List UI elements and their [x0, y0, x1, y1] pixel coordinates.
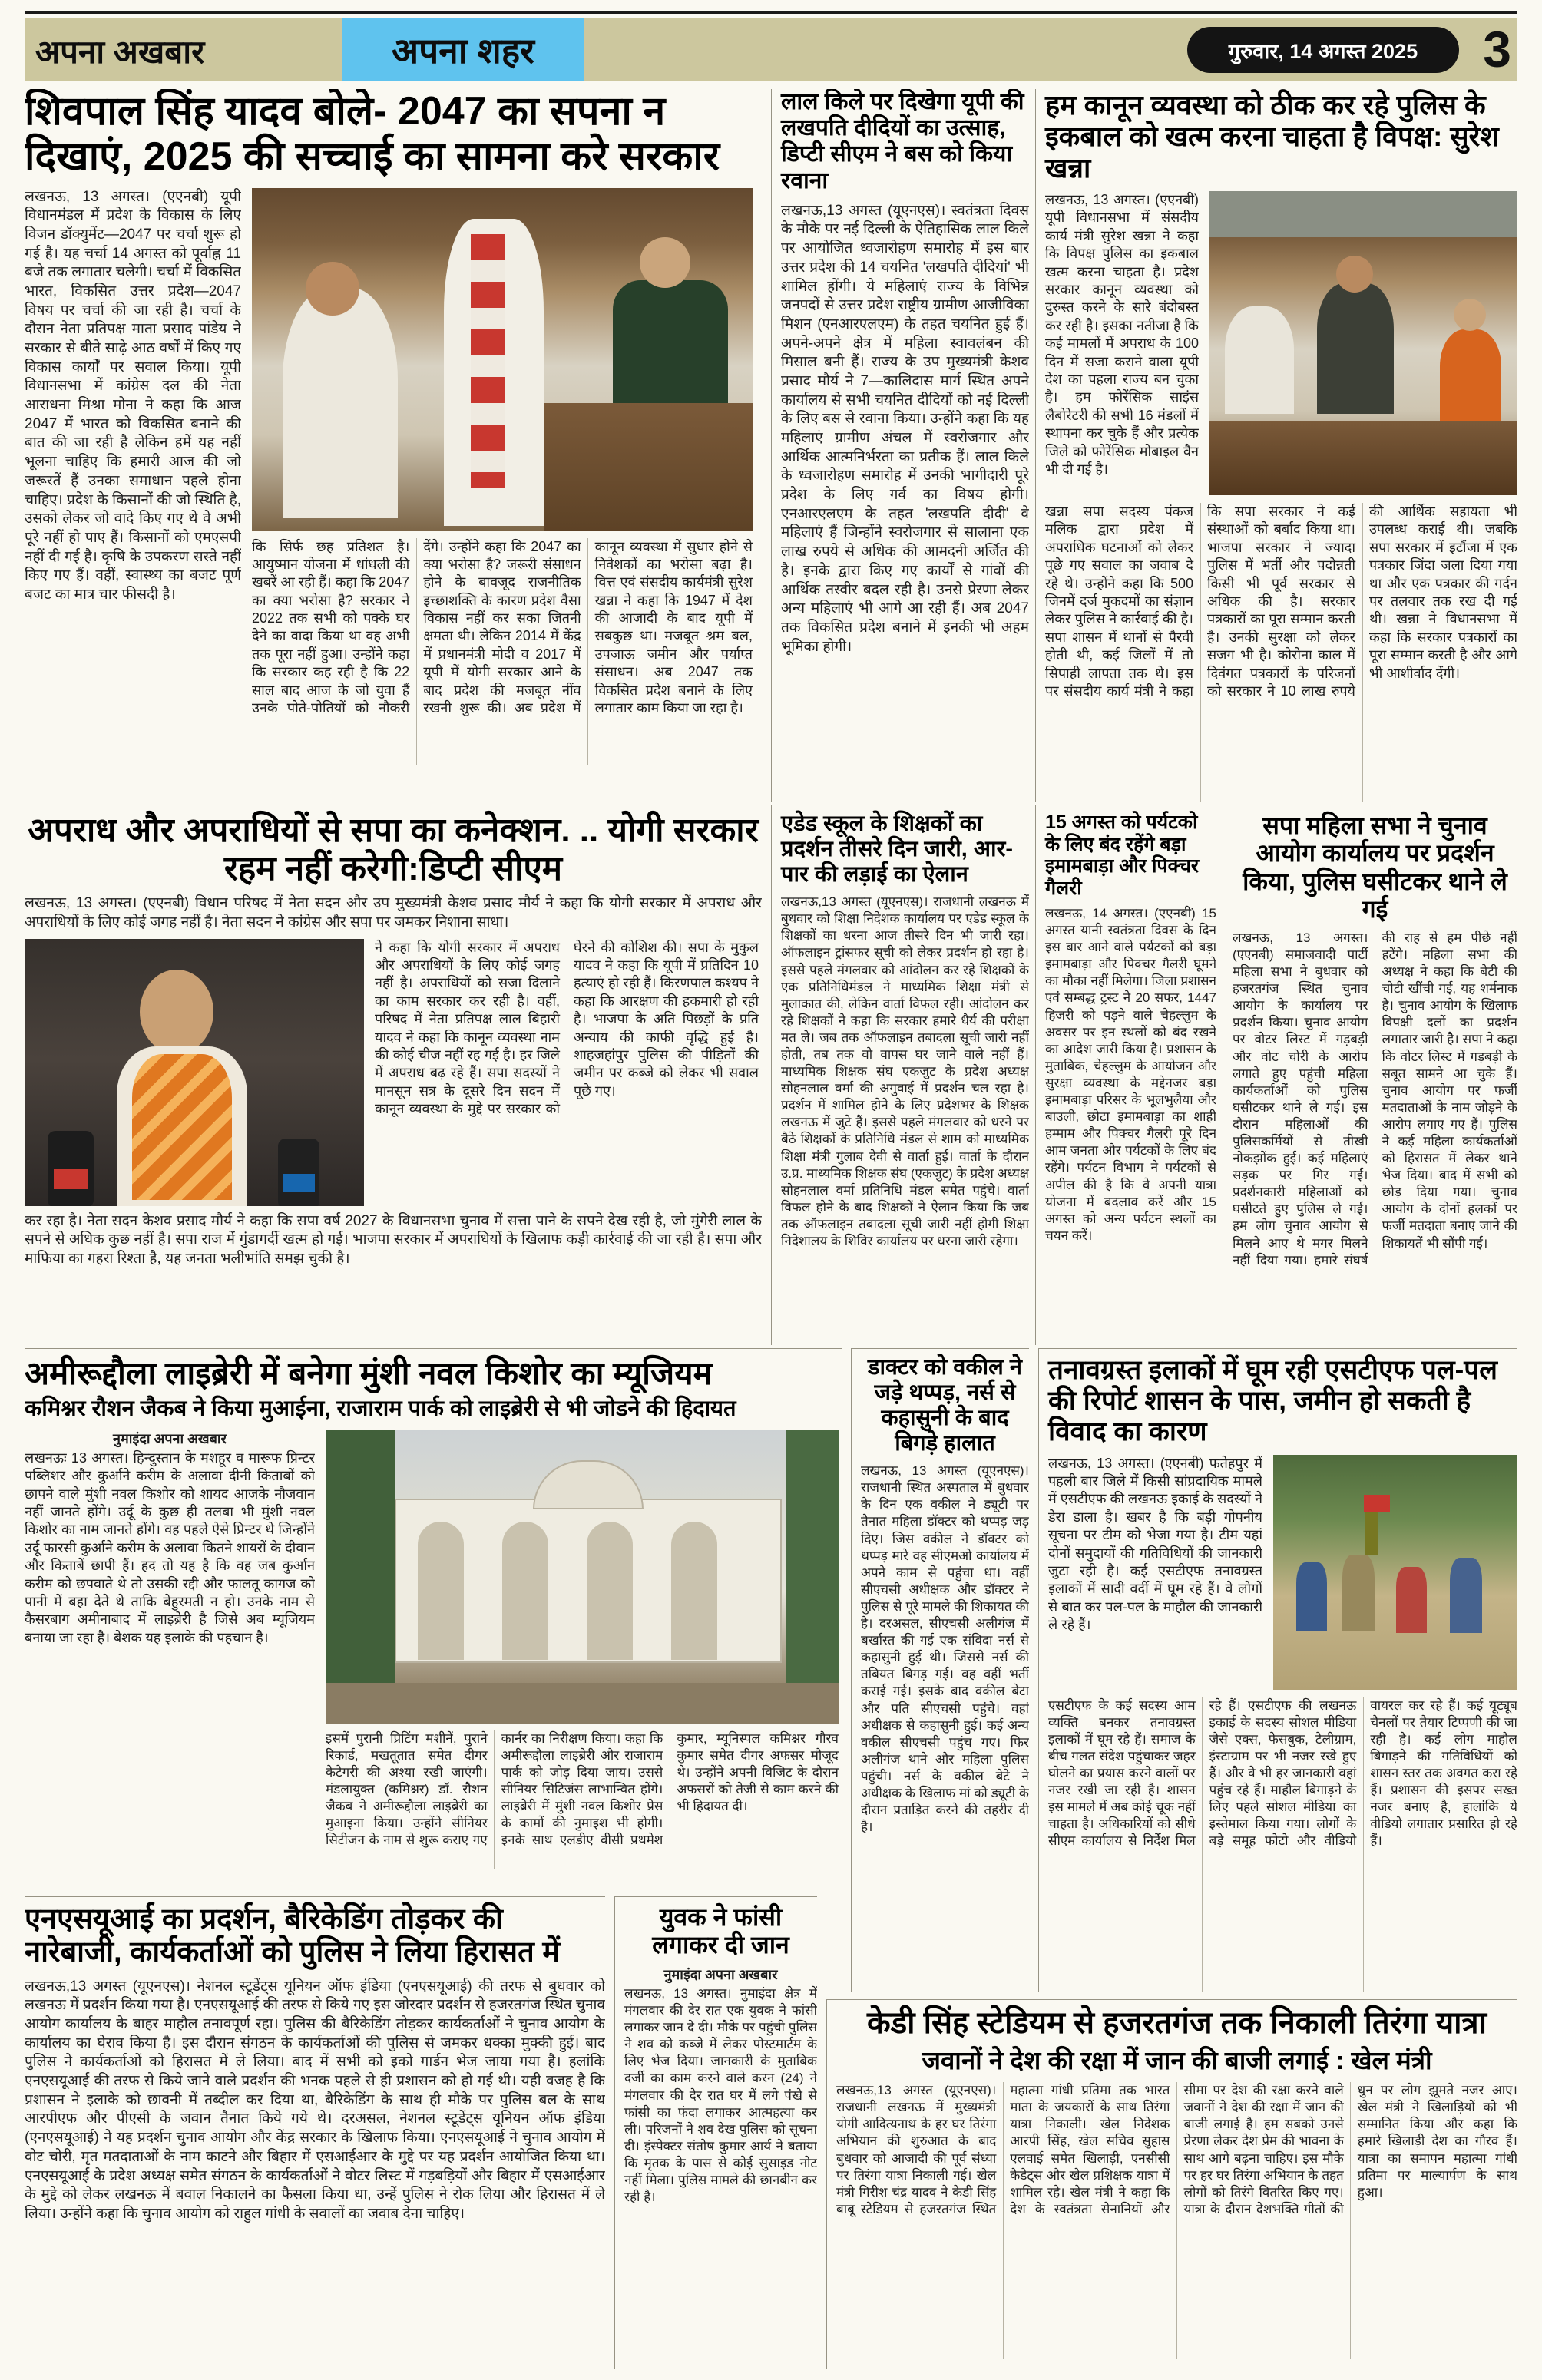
article-imambara	[1035, 805, 1216, 1345]
article-doctor-headline: डाक्टर को वकील ने जड़े थप्पड़, नर्स से कहासुनी के बाद बिगड़े हालात	[868, 1355, 1022, 1456]
article-stf-body-col1: लखनऊ, 13 अगस्त। (एएनबी) फतेहपुर में पहली बार जिले में किसी सांप्रदायिक मामले में एसटीएफ की लखनऊ इकाई के सदस्यों ने डेरा डाला है। खबर है कि बड़ी गोपनीय सूचना पर टीम को भेजा गया है। टीम यहां दोनों समुदायों की गतिविधियों की जानकारी जुटा रही है। कई एसटीएफ तनावग्रस्त इलाकों में सादी वर्दी में घूम रहे हैं। वे लोगों से बात कर पल-पल के माहौल की जानकारी ले रहे हैं।	[1048, 1455, 1262, 1633]
article-library-subhead: कमिश्नर रौशन जैकब ने किया मुआईना, राजाराम पार्क को लाइब्रेरी से भी जोडने की हिदायत	[25, 1396, 736, 1421]
assembly-shivpal-photo	[252, 188, 753, 531]
article-lakhpati-body: लखनऊ,13 अगस्त (यूएनएस)। स्वतंत्रता दिवस के मौके पर नई दिल्ली के ऐतिहासिक लाल किले पर आयोजित ध्वजारोहण समारोह में इस बार उत्तर प्रदेश की 14 चयनित 'लखपति दीदियां' भी शामिल होंगी। ये महिलाएं राज्य के विभिन्न जनपदों से उत्तर प्रदेश राष्ट्रीय ग्रामीण आजीविका मिशन (एनआरएलएम) के तहत चयनित हुई हैं। अपने-अपने क्षेत्र में महिला स्वावलंबन की मिसाल बनी हैं। राज्य के उप मुख्यमंत्री केशव प्रसाद मौर्य ने 7—कालिदास मार्ग स्थित अपने कार्यालय से सभी चयनित दीदियों को नई दिल्ली के लिए बस से रवाना किया। उन्होंने कहा कि यह महिलाएं ग्रामीण अंचल में स्वरोजगार और आर्थिक आत्मनिर्भरता का प्रतीक हैं। लाल किले के ध्वजारोहण समारोह में उनकी भागीदारी पूरे प्रदेश के लिए गर्व का विषय होगी। एनआरएलएम के तहत 'लखपति दीदी' वे महिलाएं हैं जिन्होंने स्वरोजगार से सालाना एक लाख रुपये से अधिक की आमदनी अर्जित की है। इनके द्वारा किए गए कार्यों से गांवों की आर्थिक तस्वीर बदल रही है। उनसे प्रेरणा लेकर अन्य महिलाएं भी आगे आ रही हैं। अब 2047 तक विकसित प्रदेश बनाने में इनकी भी अहम भूमिका होगी।	[781, 202, 1029, 655]
article-tiranga-headline2: जवानों ने देश की रक्षा में जान की बाजी लगाई : खेल मंत्री	[922, 2045, 1432, 2074]
article-mahila	[1223, 805, 1517, 1345]
article-doctor	[851, 1348, 1029, 1992]
article-shivpal-headline: शिवपाल सिंह यादव बोले- 2047 का सपना न दिखाएं, 2025 की सच्चाई का सामना करे सरकार	[25, 89, 720, 180]
article-stf-body-cols: एसटीएफ के कई सदस्य आम व्यक्ति बनकर तनावग्रस्त इलाकों में घूम रहे हैं। समाज के बीच गलत संदेश पहुंचाकर जहर घोलने का प्रयास करने वालों पर नजर रखी जा रही है। शासन इस मामले में अब कोई चूक नहीं चाहता है। अधिकारियों को सीधे सीएम कार्यालय से निर्देश मिल रहे हैं। एसटीएफ की लखनऊ इकाई के सदस्य सोशल मीडिया जैसे एक्स, फेसबुक, टेलीग्राम, इंस्टाग्राम पर भी नजर रखे हुए हैं। और वे भी हर जानकारी वहां पहुंच रहे हैं। माहौल बिगाड़ने के लिए पहले सोशल मीडिया का इस्तेमाल किया गया। लोगों के बड़े समूह फोटो और वीडियो वायरल कर रहे हैं। कई यूट्यूब चैनलों पर तैयार टिप्पणी की जा रही है। कई लोग माहौल बिगाड़ने की गतिविधियों को शासन स्तर तक अवगत करा रहे हैं। प्रशासन की इसपर सख्त नजर बनाए है, हालांकि ये वीडियो लगातार प्रसारित हो रहे हैं।	[1048, 1697, 1517, 1849]
library-building-photo	[326, 1430, 839, 1724]
article-lakhpati-headline: लाल किले पर दिखेगा यूपी की लखपति दीदियों का उत्साह, डिप्टी सीएम ने बस को किया रवाना	[781, 89, 1024, 193]
date-badge: गुरुवार, 14 अगस्त 2025	[1187, 27, 1459, 73]
article-imambara-headline: 15 अगस्त को पर्यटको के लिए बंद रहेंगे बड़ा इमामबाड़ा और पिक्चर गैलरी	[1045, 812, 1200, 899]
article-khanna-body-cols: खन्ना सपा सदस्य पंकज मलिक द्वारा प्रदेश में अपराधिक घटनाओं को लेकर पूछे गए सवाल का जवाब दे रहे थे। उन्होंने कहा कि 500 जिनमें दर्ज मुकदमों का संज्ञान लेकर पुलिस ने कार्रवाई की है। सपा शासन में थानों से पैरवी होती थी, कई जिलों में तो सिपाही लापता तक थे। इस पर संसदीय कार्य मंत्री ने कहा कि सपा सरकार ने कई संस्थाओं को बर्बाद किया था। भाजपा सरकार ने ज्यादा पुलिस में भर्ती और पदोन्नती किसी भी पूर्व सरकार से अधिक की है। सरकार पत्रकारों का पूरा सम्मान करती है। उनकी सुरक्षा को लेकर सजग भी है। कोरोना काल में दिवंगत पत्रकारों के परिजनों को सरकार ने 10 लाख रुपये की आर्थिक सहायता भी उपलब्ध कराई थी। जबकि सपा सरकार में इटौंजा में एक पत्रकार जिंदा जला दिया गया था और एक पत्रकार की गर्दन पर तलवार तक रख दी गई थी। खन्ना ने विधानसभा में कहा कि सरकार पत्रकारों का पूरा सम्मान करती है और आगे भी आशीर्वाद देंगी।	[1045, 504, 1517, 699]
section-name-badge: अपना शहर	[342, 18, 584, 81]
article-library-body-cols: इसमें पुरानी प्रिटिंग मशीनें, पुराने रिकार्ड, मखतूतात समेत दीगर केटेगरी की अश्या रखी जाएंगी। मंडलायुक्त (कमिश्नर) डॉ. रौशन जैकब ने अमीरूद्दौला लाइब्रेरी का मुआइना किया। उन्होंने सीनियर सिटीजन के नाम से शुरू कराए गए कार्नर का निरीक्षण किया। कहा कि अमीरूद्दौला लाइब्रेरी और राजाराम पार्क को जोड़ दिया जाय। उससे सीनियर सिटिजंस लाभान्वित होंगे। लाइब्रेरी में मुंशी नवल किशोर प्रेस के कामों की नुमाइश भी होगी। इनके साथ एलडीए वीसी प्रथमेश कुमार, म्यूनिस्पल कमिश्नर गौरव कुमार समेत दीगर अफसर मौजूद थे। उन्होंने अपनी विजिट के दौरान अफसरों को तेजी से काम करने की भी हिदायत दी।	[326, 1730, 839, 1848]
article-khanna	[1035, 89, 1517, 802]
article-stf	[1038, 1348, 1517, 1992]
article-aided-body: लखनऊ,13 अगस्त (यूएनएस)। राजधानी लखनऊ में बुधवार को शिक्षा निदेशक कार्यालय पर एडेड स्कूल के शिक्षकों का धरना आज तीसरे दिन भी जारी रहा। ऑफलाइन ट्रांसफर सूची को लेकर प्रदर्शन हो रहा है। इससे पहले मंगलवार को आंदोलन कर रहे शिक्षकों के एक प्रतिनिधिमंडल ने माध्यमिक शिक्षा मंत्री से मुलाकात की, लेकिन वार्ता विफल रही। आंदोलन कर रहे शिक्षकों ने कहा कि सरकार हमारे धैर्य की परीक्षा मत ले। जब तक ऑफलाइन तबादला सूची जारी नहीं होती, तब तक वो वापस घर जाने वाले नहीं हैं। माध्यमिक शिक्षक संघ एकजुट के प्रदेश अध्यक्ष सोहनलाल वर्मा की अगुवाई में प्रदर्शन चल रहा है। प्रदर्शन में शामिल होने के लिए प्रदेशभर के शिक्षक लखनऊ में जुटे हैं। इससे पहले मंगलवार को धरने पर बैठे शिक्षकों के प्रतिनिधि मंडल से शाम को माध्यमिक शिक्षा मंत्री गुलाब देवी से वार्ता हुई। वार्ता के दौरान उ.प्र. माध्यमिक शिक्षक संघ (एकजुट) के प्रदेश अध्यक्ष सोहनलाल वर्मा प्रतिनिधि मंडल समेत पहुंचे। वार्ता विफल होने के बाद शिक्षकों ने ऐलान किया कि जब तक ऑफलाइन तबादला सूची जारी नहीं होगी शिक्षा निदेशालय के शिविर कार्यालय पर धरना जारी रहेगा।	[781, 894, 1029, 1249]
article-tiranga-headline1: केडी सिंह स्टेडियम से हजरतगंज तक निकाली तिरंगा यात्रा	[867, 2006, 1487, 2040]
article-stf-headline: तनावग्रस्त इलाकों में घूम रही एसटीएफ पल-पल की रिपोर्ट शासन के पास, जमीन हो सकती है विवाद का कारण	[1048, 1355, 1497, 1446]
article-library-headline: अमीरूद्दौला लाइब्रेरी में बनेगा मुंशी नवल किशोर का म्यूजियम	[25, 1355, 713, 1391]
masthead	[25, 18, 1517, 81]
article-khanna-body-col1: लखनऊ, 13 अगस्त। (एएनबी) यूपी विधानसभा में संसदीय कार्य मंत्री सुरेश खन्ना ने कहा कि विपक्ष पुलिस का इकबाल खत्म करना चाहता है। प्रदेश सरकार कानून व्यवस्था को दुरुस्त करने के सारे बंदोबस्त कर रही है। इसका नतीजा है कि कई मामलों में अपराध के 100 दिन में सजा कराने वाला यूपी देश का पहला राज्य बन चुका है। हम फोरेंसिक साइंस लैबोरेटरी की सभी 16 मंडलों में स्थापना कर चुके हैं और प्रत्येक जिले को फोरेंसिक मोबाइल वैन भी दी गई है।	[1045, 192, 1199, 477]
article-lakhpati	[771, 89, 1029, 802]
article-nsui-headline: एनएसयूआई का प्रदर्शन, बैरिकेडिंग तोड़कर की नारेबाजी, कार्यकर्ताओं को पुलिस ने लिया हिरासत में	[25, 1903, 561, 1969]
article-apradh-headline: अपराध और अपराधियों से सपा का कनेक्शन. .. योगी सरकार रहम नहीं करेगी:डिप्टी सीएम	[28, 812, 759, 888]
assembly-khanna-photo	[1209, 191, 1517, 495]
article-tiranga-body: लखनऊ,13 अगस्त (यूएनएस)। राजधानी लखनऊ में मुख्यमंत्री योगी आदित्यनाथ के हर घर तिरंगा अभियान की शुरुआत के बाद बुधवार को आजादी की पूर्व संध्या पर तिरंगा यात्रा निकाली गई। खेल मंत्री गिरीश चंद्र यादव ने केडी सिंह बाबू स्टेडियम से हजरतगंज स्थित महात्मा गांधी प्रतिमा तक भारत माता के जयकारों के साथ तिरंगा यात्रा निकाली। खेल निदेशक आरपी सिंह, खेल सचिव सुहास एलवाई समेत खिलाड़ी, एनसीसी कैडेट्स और खेल प्रशिक्षक यात्रा में शामिल रहे। खेल मंत्री ने कहा कि देश के स्वतंत्रता सेनानियों और सीमा पर देश की रक्षा करने वाले जवानों ने देश की रक्षा में जान की बाजी लगाई है। हम सबको उनसे प्रेरणा लेकर देश प्रेम की भावना के साथ आगे बढ़ना चाहिए। इस मौके पर हर घर तिरंगा अभियान के तहत लोगों को तिरंगे वितरित किए गए। यात्रा के दौरान देशभक्ति गीतों की धुन पर लोग झूमते नजर आए। खेल मंत्री ने खिलाड़ियों को भी सम्मानित किया और कहा कि हमारे खिलाड़ी देश का गौरव हैं। यात्रा का समापन महात्मा गांधी प्रतिमा पर माल्यार्पण के साथ हुआ।	[836, 2083, 1517, 2216]
article-library	[25, 1348, 842, 1890]
article-mahila-headline: सपा महिला सभा ने चुनाव आयोग कार्यालय पर प्रदर्शन किया, पुलिस घसीटकर थाने ले गई	[1243, 812, 1507, 924]
article-fansi-headline: युवक ने फांसी लगाकर दी जान	[652, 1903, 789, 1959]
page-number: 3	[1483, 21, 1511, 78]
maurya-press-photo	[25, 939, 364, 1206]
article-imambara-body: लखनऊ, 14 अगस्त। (एएनबी) 15 अगस्त यानी स्वतंत्रता दिवस के दिन इस बार आने वाले पर्यटकों को बड़ा इमामबाड़ा और पिक्चर गैलरी घूमने का मौका नहीं मिलेगा। जिला प्रशासन एवं सम्बद्ध ट्रस्ट ने 20 सफर, 1447 हिजरी को पड़ने वाले चेहल्लुम के अवसर पर इन स्थलों को बंद रखने का आदेश जारी किया है। प्रशासन के मुताबिक, चेहल्लुम के आयोजन और सुरक्षा व्यवस्था के मद्देनजर बड़ा इमामबाड़ा परिसर के भूलभुलैया और बाउली, छोटा इमामबाड़ा का शाही हम्माम और पिक्चर गैलरी पूरे दिन आम जनता और पर्यटकों के लिए बंद रहेंगे। पर्यटन विभाग ने पर्यटकों से अपील की है कि वे अपनी यात्रा योजना में बदलाव करें और 15 अगस्त को अन्य पर्यटन स्थलों का चयन करें।	[1045, 906, 1216, 1243]
article-library-body-col1: लखनऊः 13 अगस्त। हिन्दुस्तान के मशहूर व मारूफ प्रिन्टर पब्लिशर और कुर्आने करीम के अलावा दीनी किताबों को छापने वाले मुंशी नवल किशोर को शायद आजके नौजवान नहीं जानते होंगे। उर्दू के कुछ ही तलबा भी मुंशी नवल किशोर का नाम जानते होंगे। वह पहले ऐसे प्रिन्टर थे जिन्होंने उर्दू फारसी कुर्आने करीम के अलावा कितने शायरों के दीवान और किताबें छापी हैं। हद तो यह है कि वह जब कुर्आन करीम को छपवाते थे तो उसकी रद्दी और फालतू कागज को पानी में बहा देते थे ताकि बेहुरमती न हो। उनके नाम से कैसरबाग अमीनाबाद में लाइब्रेरी है जिसे अब म्यूजियम बनाया जा रहा है। बेशक यह इलाके की पहचान है।	[25, 1449, 315, 1645]
article-tiranga	[826, 1999, 1517, 2369]
article-mahila-body: लखनऊ, 13 अगस्त। (एएनबी) समाजवादी पार्टी महिला सभा ने बुधवार को हजरतगंज स्थित चुनाव आयोग के कार्यालय पर प्रदर्शन किया। चुनाव आयोग पर वोटर लिस्ट में गड़बड़ी और वोट चोरी के आरोप लगाते हुए पहुंची महिला कार्यकर्ताओं को पुलिस घसीटकर थाने ले गई। इस दौरान महिलाओं की पुलिसकर्मियों से तीखी नोकझोंक हुई। कई महिलाएं सड़क पर गिर गईं। प्रदर्शनकारी महिलाओं को घसीटते हुए पुलिस ले गई। हम लोग चुनाव आयोग से मिलने आए थे मगर मिलने नहीं दिया गया। हमारे संघर्ष की राह से हम पीछे नहीं हटेंगे। महिला सभा की अध्यक्ष ने कहा कि बेटी की चोटी खींची गई, यह शर्मनाक है। चुनाव आयोग के खिलाफ विपक्षी दलों का प्रदर्शन लगातार जारी है। सपा ने कहा कि वोटर लिस्ट में गड़बड़ी के सबूत सामने आ चुके हैं। चुनाव आयोग पर फर्जी मतदाताओं के नाम जोड़ने के आरोप लगाए गए हैं। पुलिस ने कई महिला कार्यकर्ताओं को हिरासत में लेकर थाने भेज दिया। बाद में सभी को छोड़ दिया गया। चुनाव आयोग के दोनों हलकों पर फर्जी मतदाता बनाए जाने की शिकायतें भी सौंपी गईं।	[1233, 930, 1517, 1268]
article-aided-headline: एडेड स्कूल के शिक्षकों का प्रदर्शन तीसरे दिन जारी, आर-पार की लड़ाई का ऐलान	[781, 812, 1014, 888]
article-aided	[771, 805, 1029, 1345]
article-shivpal	[25, 89, 762, 802]
paper-name: अपना अखबार	[35, 34, 205, 70]
article-khanna-headline: हम कानून व्यवस्था को ठीक कर रहे पुलिस के इकबाल को खत्म करना चाहता है विपक्ष: सुरेश खन्ना	[1045, 89, 1499, 184]
stf-field-photo	[1273, 1455, 1517, 1690]
article-fansi-dateline: नुमाइंदा अपना अखबार	[663, 1966, 778, 1982]
article-nsui	[25, 1896, 605, 2369]
article-apradh	[25, 805, 762, 1345]
article-doctor-body: लखनऊ, 13 अगस्त (यूएनएस)। राजधानी स्थित अस्पताल में बुधवार के दिन एक वकील ने ड्यूटी पर तैनात महिला डॉक्टर को थप्पड़ जड़ दिए। जिस वकील ने डॉक्टर को थप्पड़ मारे वह सीएमओ कार्यालय में अपने काम से पहुंचा था। वहीं सीएचसी अधीक्षक और डॉक्टर ने पुलिस से पूरे मामले की शिकायत की है। दरअसल, सीएचसी अलीगंज में बर्खास्त की गई एक संविदा नर्स से कहासुनी हुई थी। जिससे नर्स की तबियत बिगड़ गई। वह वहीं भर्ती कराई गई। इसके बाद वकील बेटा और पति सीएचसी पहुंचे। वहां अधीक्षक से कहासुनी हुई। कई अन्य वकील सीएचसी पहुंच गए। फिर अलीगंज थाने और महिला पुलिस पहुंची। नर्स के वकील बेटे ने अधीक्षक के खिलाफ मां को ड्यूटी के दौरान प्रताड़ित करने की तहरीर दी है।	[861, 1463, 1029, 1835]
article-apradh-body-bottom: कर रहा है। नेता सदन केशव प्रसाद मौर्य ने कहा कि सपा वर्ष 2027 के विधानसभा चुनाव में सत्ता पाने के सपने देख रही है, जो मुंगेरी लाल के सपने से अधिक कुछ नहीं है। सपा राज में गुंडागर्दी खत्म हो गई। भाजपा सरकार में अपराधियों के खिलाफ कड़ी कार्रवाई की जा रही है। सपा और माफिया का गहरा रिश्ता है, यह जनता भलीभांति समझ चुकी है।	[25, 1212, 762, 1268]
article-apradh-intro: लखनऊ, 13 अगस्त। (एएनबी) विधान परिषद में नेता सदन और उप मुख्यमंत्री केशव प्रसाद मौर्य ने कहा कि योगी सरकार में अपराध और अपराधियों के लिए कोई जगह नहीं है। नेता सदन ने कांग्रेस और सपा पर जमकर निशाना साधा।	[25, 895, 762, 931]
article-shivpal-body-cols: कि सिर्फ छह प्रतिशत है। आयुष्मान योजना में धांधली की खबरें आ रही हैं। कहा कि 2047 का क्या भरोसा है? सरकार ने 2022 तक सभी को पक्के घर देने का वादा किया था वह अभी तक पूरा नहीं हुआ। उन्होंने कहा कि सरकार कह रही है कि 22 साल बाद आज के जो युवा हैं उनके पोते-पोतियों को नौकरी देंगे। उन्होंने कहा कि 2047 का क्या भरोसा है? जरूरी संसाधन होने के बावजूद राजनीतिक इच्छाशक्ति के कारण प्रदेश वैसा विकास नहीं कर सका जितनी क्षमता थी। लेकिन 2014 में केंद्र में प्रधानमंत्री मोदी व 2017 में यूपी में योगी सरकार आने के बाद प्रदेश की मजबूत नींव रखनी शुरू की। अब प्रदेश में कानून व्यवस्था में सुधार होने से निवेशकों का भरोसा बढ़ा है। वित्त एवं संसदीय कार्यमंत्री सुरेश खन्ना ने कहा कि 1947 में देश की आजादी के बाद यूपी में सबकुछ था। मजबूत श्रम बल, उपजाऊ जमीन और पर्याप्त संसाधन। अब 2047 तक विकसित प्रदेश बनाने के लिए लगातार काम किया जा रहा है।	[252, 538, 753, 716]
article-nsui-body: लखनऊ,13 अगस्त (यूएनएस)। नेशनल स्टूडेंट्स यूनियन ऑफ इंडिया (एनएसयूआई) की तरफ से बुधवार को लखनऊ में प्रदर्शन किया गया है। एनएसयूआई की तरफ से किये गए इस जोरदार प्रदर्शन से हजरतगंज स्थित चुनाव आयोग कार्यालय के बाहर माहौल तनावपूर्ण रहा। पुलिस की बैरिकेडिंग तोड़कर कार्यकर्ताओं ने चुनाव आयोग के कार्यालय का घेराव किया है। इस दौरान संगठन के कार्यकर्ताओं की पुलिस से जमकर धक्का मुक्की हुई। बाद पुलिस ने कार्यकर्ताओं को हिरासत में ले लिया। बाद में सभी को इको गार्डन भेज जाया गया है। हलांकि एनएसयूआई की तरफ से किये जाने वाले प्रदर्शन की भनक पहले से ही प्रशासन को हो गई थी। यही वजह है कि प्रशासन ने इलाके को छावनी में तब्दील कर दिया था, बैरिकेडिंग के साथ ही मौके पर पुलिस बल के साथ आरपीएफ और पीएसी के जवान तैनात किये गये थे। दरअसल, नेशनल स्टूडेंट्स यूनियन ऑफ इंडिया (एनएसयूआई) ने यह प्रदर्शन चुनाव आयोग और केंद्र सरकार के खिलाफ किया। एनएसयूआई ने चुनाव आयोग में वोट चोरी, मृत मतदाताओं के नाम काटने और बिहार में एसआईआर के मुद्दे पर यह प्रदर्शन आयोजित किया था। एनएसयूआई के प्रदेश अध्यक्ष समेत संगठन के कार्यकर्ताओं ने वोटर लिस्ट में गड़बड़ियों और बिहार में एसआईआर के मुद्दे को लेकर लखनऊ में बवाल निकालने का फैसला किया था, उन्हें पुलिस ने रोक लिया और हिरासत में ले लिया। उन्होंने कहा कि चुनाव आयोग को राहुल गांधी के सवालों का जवाब देना चाहिए।	[25, 1978, 605, 2222]
article-apradh-body: ने कहा कि योगी सरकार में अपराध और अपराधियों के लिए कोई जगह नहीं है। अपराधियों को सजा दिलाने का काम सरकार कर रही है। वहीं, परिषद में नेता प्रतिपक्ष लाल बिहारी यादव ने कहा कि कानून व्यवस्था नाम की कोई चीज नहीं रह गई है। हर जिले में अपराध बढ़ रहे हैं। सपा सदस्यों ने मानसून सत्र के दूसरे दिन सदन में कानून व्यवस्था के मुद्दे पर सरकार को घेरने की कोशिश की। सपा के मुकुल यादव ने कहा कि यूपी में प्रतिदिन 10 हत्याएं हो रही हैं। किरणपाल कश्यप ने कहा कि आरक्षण की हकमारी हो रही है। भाजपा के अति पिछड़ों के प्रति अन्याय की काफी वृद्धि हुई है। शाहजहांपुर पुलिस की पीड़ितों की जमीन पर कब्जे को लेकर भी सवाल पूछे गए।	[375, 939, 759, 1117]
article-fansi-body: लखनऊ, 13 अगस्त। नुमाइंदा क्षेत्र में मंगलवार की देर रात एक युवक ने फांसी लगाकर जान दे दी। मौके पर पहुंची पुलिस ने शव को कब्जे में लेकर पोस्टमार्टम के लिए भेज दिया। जानकारी के मुताबिक दर्जी का काम करने वाले करन (24) ने मंगलवार की देर रात घर में लगे पंखे से फांसी का फंदा लगाकर आत्महत्या कर ली। परिजनों ने शव देख पुलिस को सूचना दी। इंस्पेक्टर संतोष कुमार आर्य ने बताया कि मृतक के पास से कोई सुसाइड नोट नहीं मिला। पुलिस मामले की छानबीन कर रही है।	[624, 1985, 817, 2205]
article-fansi	[614, 1896, 817, 2369]
top-rule	[25, 11, 1517, 14]
article-shivpal-body-col1: लखनऊ, 13 अगस्त। (एएनबी) यूपी विधानमंडल में प्रदेश के विकास के लिए विजन डॉक्युमेंट—2047 पर चर्चा शुरू हो गई है। यह चर्चा 14 अगस्त को पूर्वाह्न 11 बजे तक लगातार चलेगी। चर्चा में विकसित भारत, विकसित उत्तर प्रदेश—2047 विषय पर चर्चा की जा रही है। चर्चा के दौरान नेता प्रतिपक्ष माता प्रसाद पांडेय ने सरकार से बीते साढ़े आठ वर्षों में किए गए विकास कार्यों पर सवाल किया। यूपी विधानसभा में कांग्रेस दल की नेता आराधना मिश्रा मोना ने कहा कि आज 2047 में भारत को विकसित बनाने की बात की जा रही है लेकिन हमें यह नहीं भूलना चाहिए कि हमारी आज की जो जरूरतें हैं उनका समाधान पहले होना चाहिए। प्रदेश के किसानों की जो स्थिति है, उसको लेकर जो वादे किए गए थे वे अभी पूरे नहीं हो पाए हैं। किसानों को एमएसपी नहीं दी गई है। कृषि के उपकरण सस्ते नहीं किए गए हैं। वहीं, स्वास्थ्य का बजट पूर्ण बजट का मात्र चार फीसदी है।	[25, 188, 241, 603]
article-library-dateline: नुमाइंदा अपना अखबार	[113, 1430, 227, 1446]
